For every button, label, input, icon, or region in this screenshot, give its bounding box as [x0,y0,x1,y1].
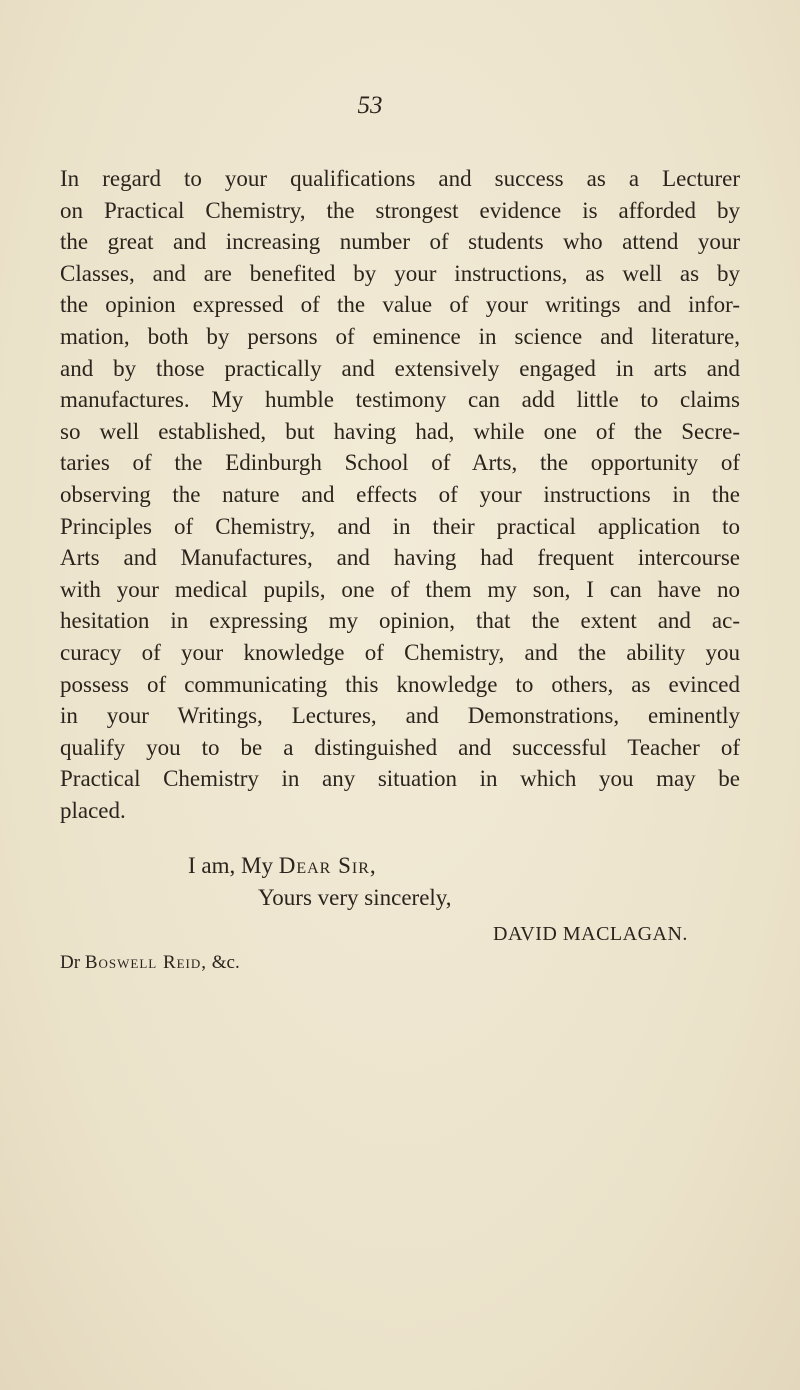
page-number: 53 [357,92,383,119]
text-line: the opinion expressed of the value of your writings and infor- [60,292,740,318]
text-line: in your Writings, Lectures, and Demonstrations, eminently [60,703,740,729]
text-line: possess of communicating this knowledge to others, as evinced [60,671,740,697]
text-line: Principles of Chemistry, and in their practical application to [60,513,740,539]
text-line: taries of the Edinburgh School of Arts, the opportunity of [60,450,740,476]
text-line: and by those practically and extensively engaged in arts and [60,355,740,381]
signature: DAVID MACLAGAN. [493,923,688,945]
letter-body [60,163,740,826]
text-line: curacy of your knowledge of Chemistry, and the ability you [60,639,740,665]
text-line: observing the nature and effects of your instructions in the [60,481,740,507]
closing-salutation [188,853,377,879]
addressee [60,952,240,974]
text-line: Practical Chemistry in any situation in which you may be [60,766,740,792]
addressee-name: Boswell Reid, [84,952,208,973]
text-line: with your medical pupils, one of them my son, I can have no [60,576,740,602]
text-line: hesitation in expressing my opinion, that the extent and ac- [60,608,740,634]
text-line: so well established, but having had, while one of the Secre- [60,418,740,444]
text-line: mation, both by persons of eminence in science and literature, [60,323,740,349]
addressee-suffix: &c. [207,952,240,973]
closing-prefix: I am, My [188,853,279,878]
text-line: placed. [60,797,126,823]
text-line: Classes, and are benefited by your instructions, as well as by [60,260,740,286]
addressee-prefix: Dr [60,952,85,973]
text-line: qualify you to be a distinguished and successful Teacher of [60,734,740,760]
text-line: manufactures. My humble testimony can add little to claims [60,387,740,413]
text-line: Arts and Manufactures, and having had frequent intercourse [60,545,740,571]
closing-dear-sir: Dear Sir, [278,853,377,878]
text-line: on Practical Chemistry, the strongest evidence is afforded by [60,197,740,223]
text-line: the great and increasing number of students who attend your [60,229,740,255]
closing-sincerely: Yours very sincerely, [258,885,452,910]
text-line: In regard to your qualifications and success as a Lecturer [60,166,740,191]
